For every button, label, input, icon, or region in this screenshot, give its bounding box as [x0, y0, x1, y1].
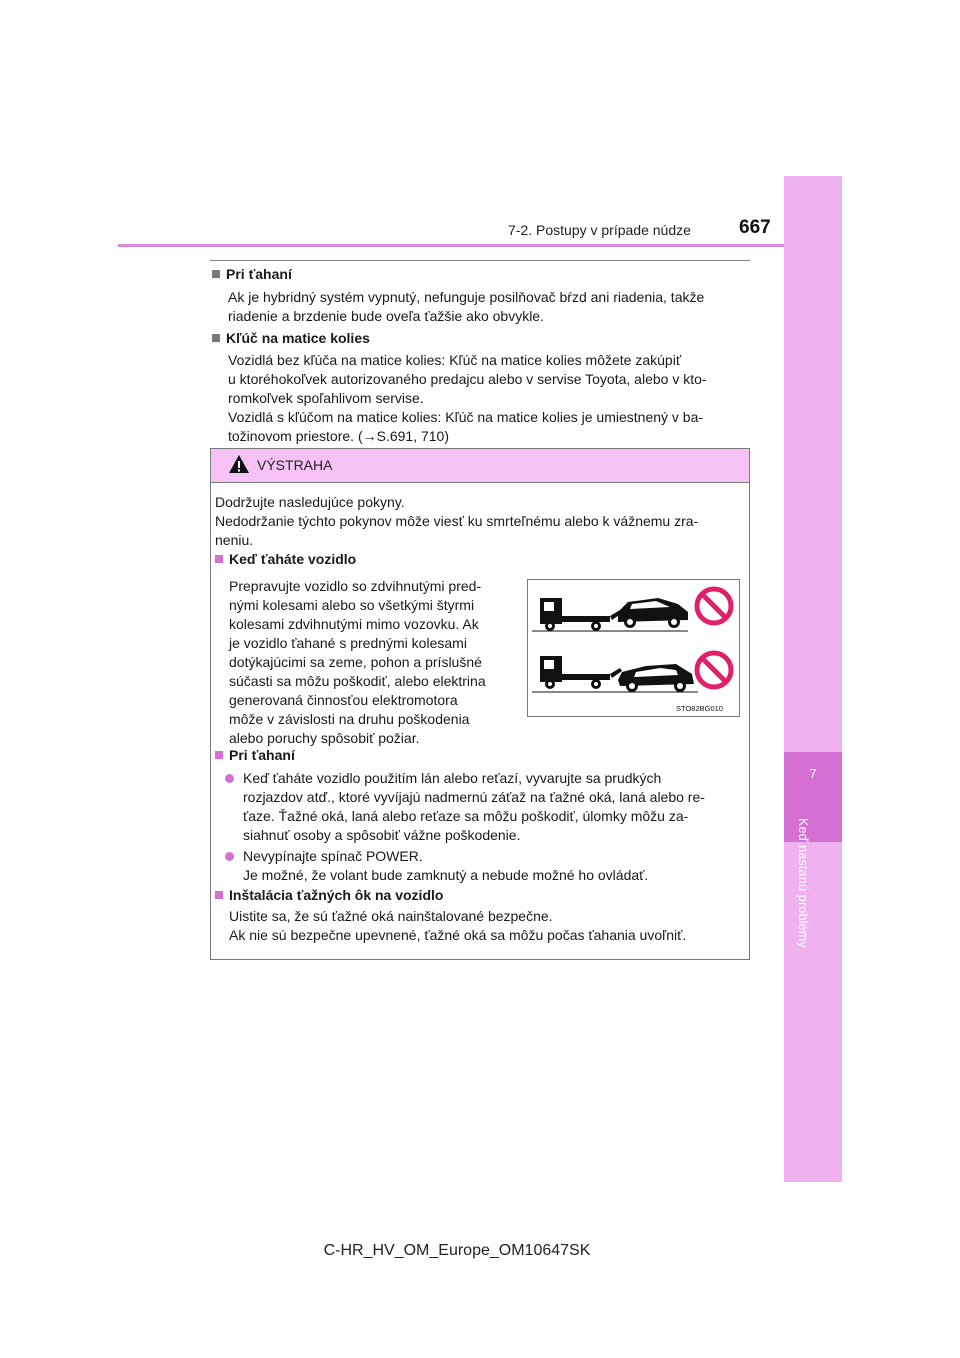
- warning-triangle-icon: [228, 454, 250, 474]
- square-bullet-icon: [215, 555, 223, 563]
- square-bullet-icon: [215, 891, 223, 899]
- prohibition-icon: [697, 589, 731, 623]
- section-body-wheel-nut-wrench: Vozidlá bez kľúča na matice kolies: Kľúč na matice kolies môžete zakúpiť u ktoréhokoľvek autorizovaného predajcu alebo v servise Toyota, alebo v kto- romkoľvek spoľahlivom servise. Vozidlá s kľúčom na matice kolies: Kľúč na matice kolies je umiestnený v ba- tožinovom priestore. (→S.691, 710): [228, 352, 707, 444]
- warning-bullet-2: Nevypínajte spínač POWER. Je možné, že volant bude zamknutý a nebude možné ho ovládať.: [225, 847, 743, 885]
- warning-heading-towing-vehicle: Keď ťaháte vozidlo: [215, 551, 356, 567]
- square-bullet-icon: [212, 334, 220, 342]
- warning-intro: Dodržujte nasledujúce pokyny. Nedodržanie týchto pokynov môže viesť ku smrteľnému alebo k vážnemu zra- neniu.: [215, 494, 699, 548]
- warning-towing-text: Prepravujte vozidlo so zdvihnutými pred- nými kolesami alebo so všetkými štyrmi kolesami zdvihnutými mimo vozovku. Ak je vozidlo ťahané s prednými kolesami dotýkajúcimi sa zeme, pohon a príslušné súčasti sa môžu poškodiť, alebo elektrina generovaná činnosťou elektromotora môže v závislosti na druhu poškodenia alebo poruchy spôsobiť požiar.: [229, 578, 486, 746]
- chapter-number: 7: [809, 766, 817, 781]
- chapter-title-wrap: [796, 818, 816, 968]
- chapter-title: Keď nastanú problémy: [796, 818, 810, 948]
- figure-code: STO82BG010: [676, 704, 723, 713]
- towed-car-icon: [618, 664, 694, 692]
- header-rule: [118, 244, 784, 247]
- warning-label: VÝSTRAHA: [257, 457, 333, 473]
- prohibition-icon: [697, 653, 731, 687]
- warning-bullet-1: Keď ťaháte vozidlo použitím lán alebo reťazí, vyvarujte sa prudkých rozjazdov atď., ktoré vyvíjajú nadmernú záťaž na ťažné oká, laná alebo re- ťaze. Ťažné oká, laná alebo reťaze sa môžu poškodiť, úlomky môžu za- siahnuť osoby a spôsobiť vážne poškodenie.: [225, 769, 743, 845]
- towing-illustration: [527, 579, 740, 717]
- round-bullet-icon: [225, 852, 234, 861]
- section-heading-wheel-nut-wrench: Kľúč na matice kolies: [212, 330, 370, 346]
- tow-truck-icon: [540, 598, 622, 631]
- chapter-side-tab: [784, 176, 842, 1182]
- warning-install-text: Uistite sa, že sú ťažné oká nainštalované bezpečne. Ak nie sú bezpečne upevnené, ťažné oká sa môžu počas ťahania uvoľniť.: [229, 908, 687, 943]
- round-bullet-icon: [225, 774, 234, 783]
- page-number: 667: [739, 217, 771, 238]
- content-top-rule: [210, 260, 750, 261]
- warning-header: [211, 449, 749, 483]
- section-title: 7-2. Postupy v prípade núdze: [508, 222, 691, 238]
- tow-truck-icon: [540, 656, 622, 689]
- square-bullet-icon: [212, 270, 220, 278]
- warning-box: [210, 448, 750, 960]
- document-code: C-HR_HV_OM_Europe_OM10647SK: [323, 1242, 591, 1259]
- towed-car-icon: [618, 598, 688, 628]
- section-heading-towing: Pri ťahaní: [212, 266, 292, 282]
- warning-heading-install: Inštalácia ťažných ôk na vozidlo: [215, 887, 443, 903]
- section-body-towing: Ak je hybridný systém vypnutý, nefunguje posilňovač bŕzd ani riadenia, takže riadenie a brzdenie bude oveľa ťažšie ako obvykle.: [228, 289, 705, 324]
- warning-heading-pulling: Pri ťahaní: [215, 747, 295, 763]
- square-bullet-icon: [215, 751, 223, 759]
